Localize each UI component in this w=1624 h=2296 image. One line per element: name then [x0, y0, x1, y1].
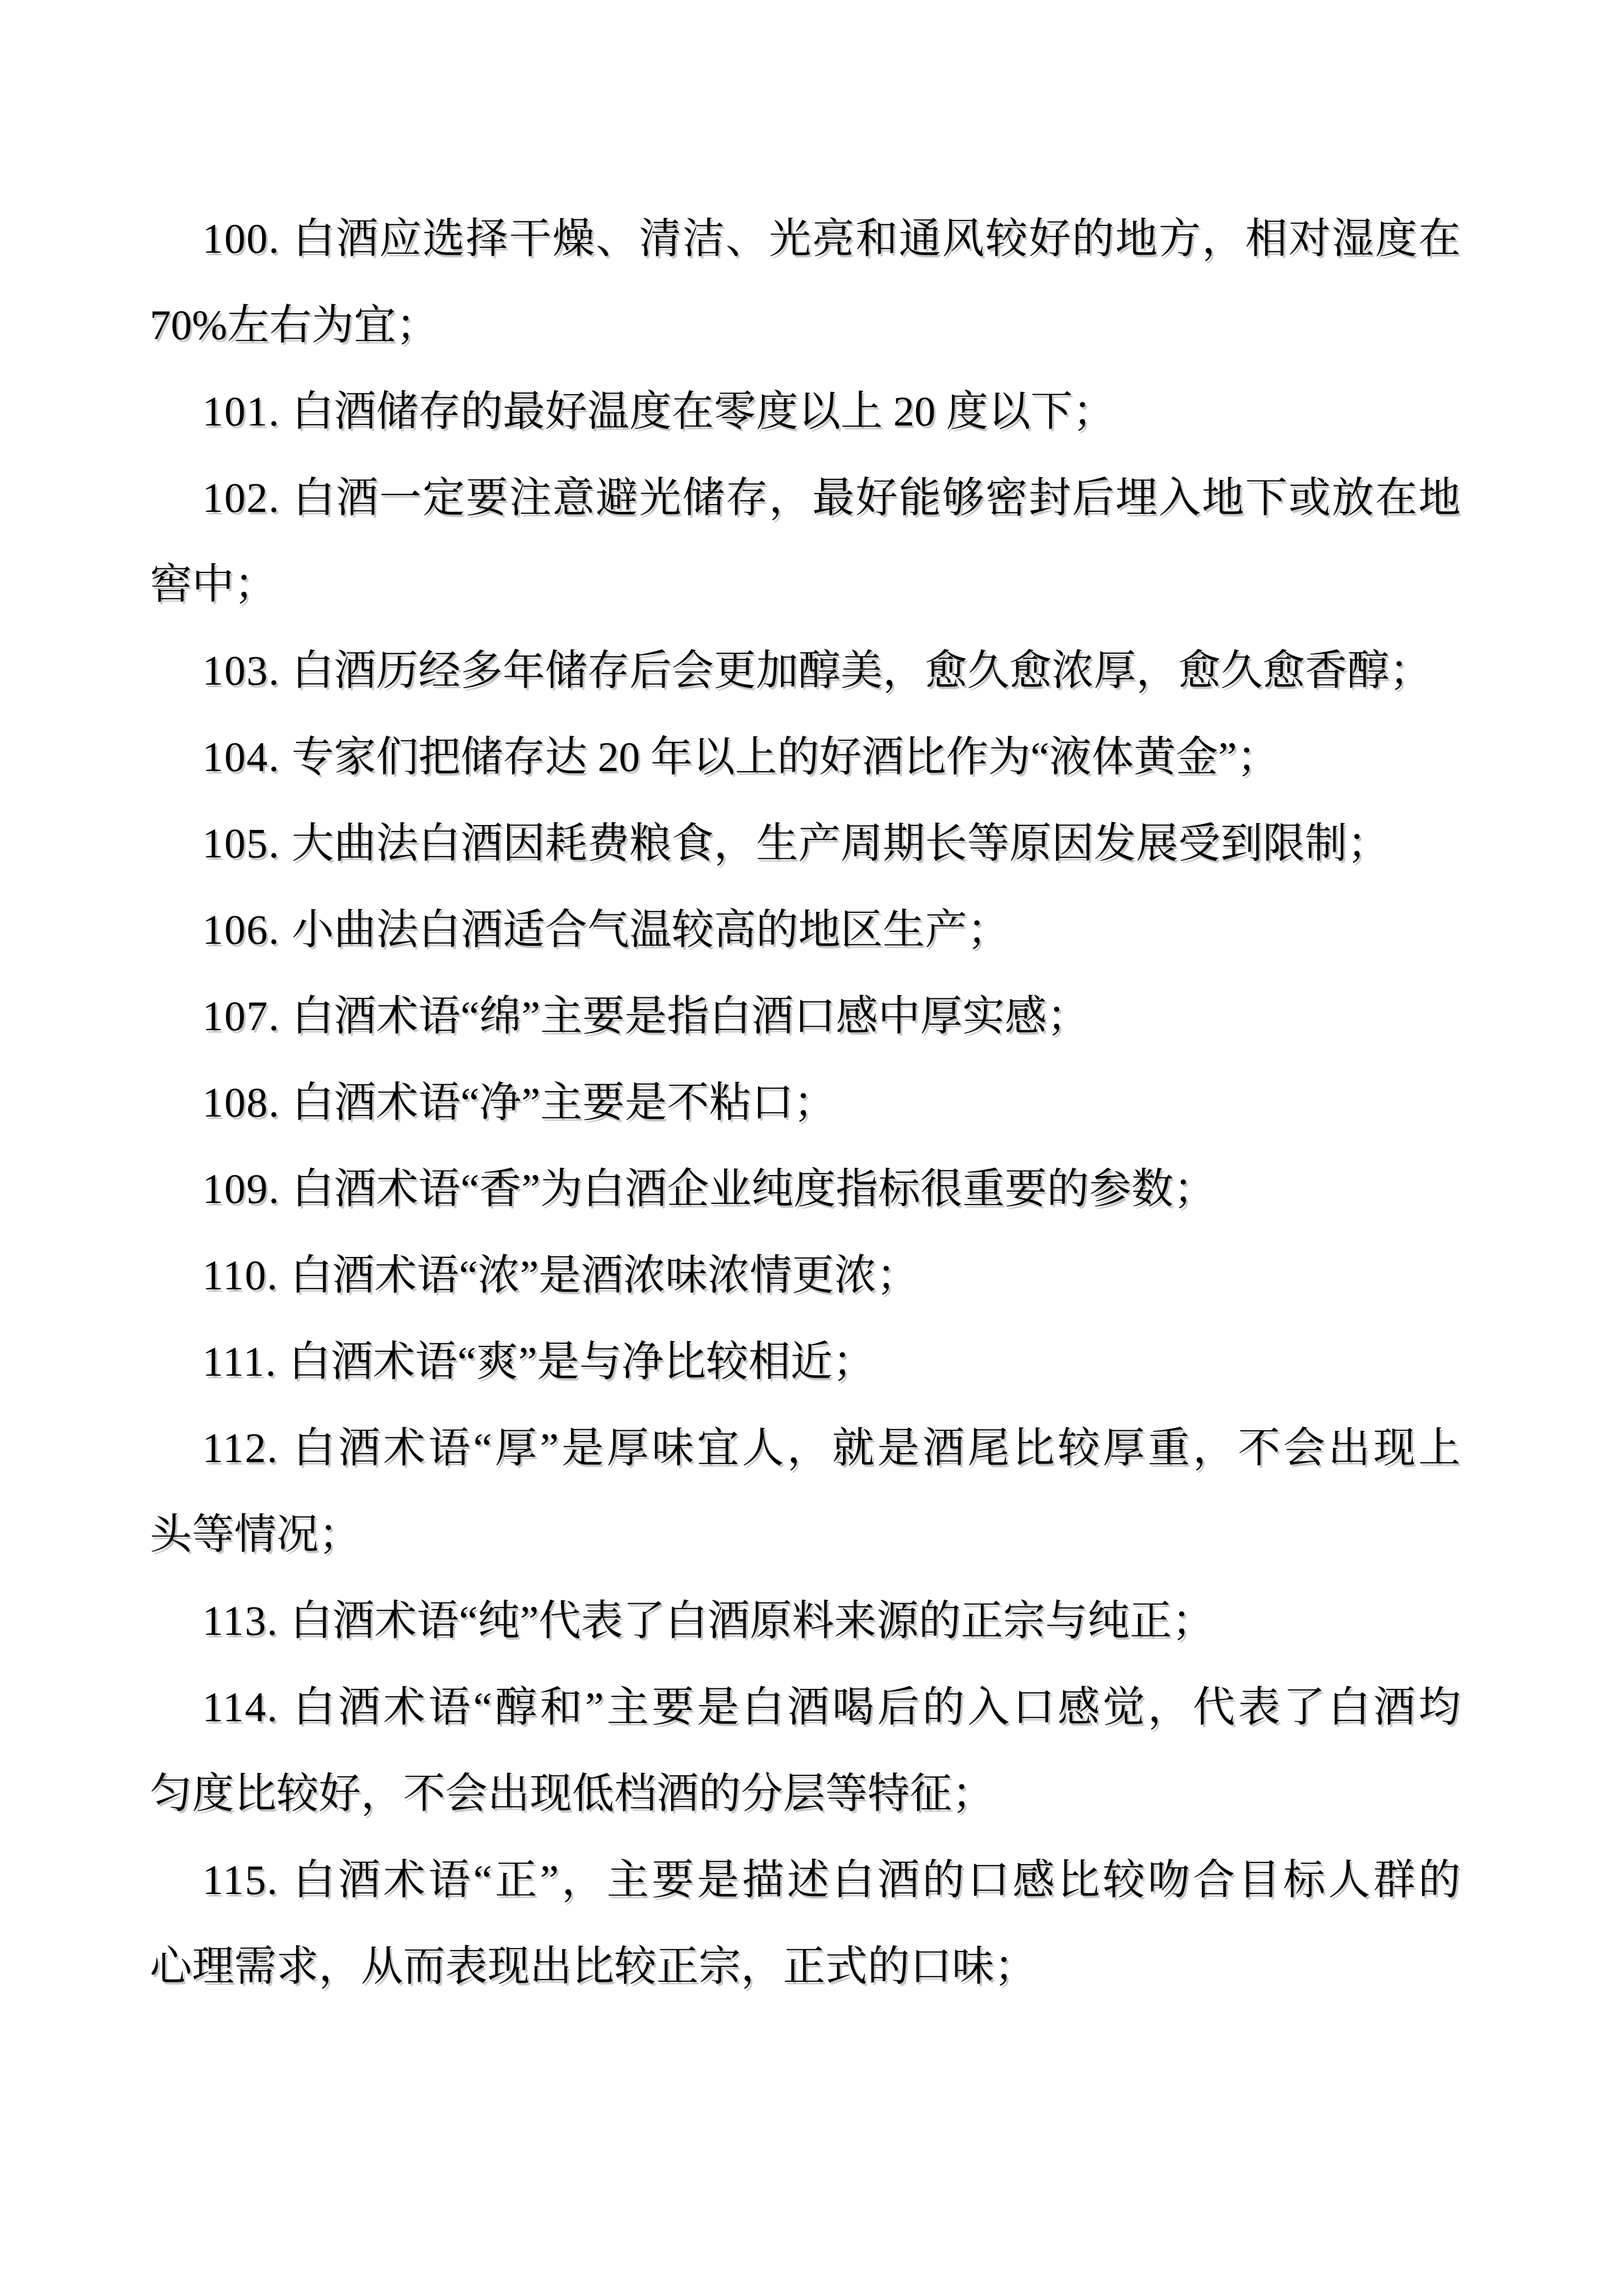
- paragraph-number: 111.: [202, 1338, 289, 1385]
- text-line: [150, 886, 1461, 973]
- paragraph-text: 白酒储存的最好温度在零度以上 20 度以下；: [292, 388, 1115, 435]
- text-line: [150, 1837, 1461, 1923]
- paragraph: [150, 1664, 1461, 1837]
- text-line: [150, 1923, 1461, 2009]
- paragraph-text: 白酒应选择干燥、清洁、光亮和通风较好的地方，相对湿度在: [293, 215, 1461, 262]
- paragraph-text: 心理需求，从而表现出比较正宗，正式的口味；: [150, 1943, 1036, 1990]
- paragraph-text: 匀度比较好，不会出现低档酒的分层等特征；: [150, 1770, 994, 1817]
- text-line: [150, 800, 1461, 886]
- paragraph: [150, 627, 1461, 714]
- text-line: [150, 454, 1461, 541]
- paragraph: [150, 800, 1461, 886]
- paragraph: [150, 1146, 1461, 1232]
- text-line: [150, 1318, 1461, 1405]
- paragraph: [150, 1059, 1461, 1146]
- paragraph-text: 白酒术语“爽”是与净比较相近；: [288, 1338, 875, 1385]
- text-line: [150, 1059, 1461, 1146]
- text-line: [150, 195, 1461, 282]
- document-body: [150, 195, 1461, 2009]
- paragraph-number: 104.: [202, 733, 292, 780]
- paragraph-number: 112.: [202, 1424, 293, 1471]
- paragraph: [150, 714, 1461, 800]
- paragraph-number: 107.: [202, 992, 292, 1040]
- paragraph-number: 114.: [202, 1683, 293, 1731]
- text-line: [150, 1664, 1461, 1750]
- text-line: [150, 368, 1461, 454]
- text-line: [150, 714, 1461, 800]
- paragraph-text: 头等情况；: [150, 1511, 361, 1558]
- paragraph: [150, 1837, 1461, 2009]
- paragraph-text: 白酒术语“香”为白酒企业纯度指标很重要的参数；: [292, 1165, 1216, 1212]
- paragraph: [150, 1318, 1461, 1405]
- paragraph-text: 窖中；: [150, 561, 276, 608]
- paragraph-text: 白酒术语“纯”代表了白酒原料来源的正宗与纯正；: [290, 1597, 1215, 1644]
- paragraph: [150, 195, 1461, 368]
- text-line: [150, 541, 1461, 627]
- paragraph-number: 103.: [202, 647, 292, 694]
- paragraph-number: 106.: [202, 906, 292, 953]
- paragraph-number: 100.: [202, 215, 293, 262]
- paragraph: [150, 886, 1461, 973]
- paragraph: [150, 973, 1461, 1059]
- paragraph: [150, 454, 1461, 627]
- paragraph: [150, 1405, 1461, 1577]
- text-line: [150, 973, 1461, 1059]
- text-line: [150, 1232, 1461, 1318]
- paragraph-number: 101.: [202, 388, 292, 435]
- paragraph: [150, 1577, 1461, 1664]
- paragraph-number: 115.: [202, 1856, 293, 1903]
- paragraph-number: 110.: [202, 1252, 290, 1299]
- paragraph-text: 白酒术语“厚”是厚味宜人，就是酒尾比较厚重，不会出现上: [293, 1424, 1461, 1471]
- paragraph-number: 102.: [202, 474, 293, 521]
- paragraph: [150, 368, 1461, 454]
- text-line: [150, 1146, 1461, 1232]
- paragraph-text: 白酒术语“正”，主要是描述白酒的口感比较吻合目标人群的: [293, 1856, 1461, 1903]
- paragraph-text: 白酒一定要注意避光储存，最好能够密封后埋入地下或放在地: [293, 474, 1461, 521]
- text-line: [150, 627, 1461, 714]
- paragraph-text: 小曲法白酒适合气温较高的地区生产；: [292, 906, 1009, 953]
- paragraph-text: 白酒术语“净”主要是不粘口；: [292, 1079, 836, 1126]
- paragraph-text: 70%左右为宜；: [150, 301, 438, 348]
- paragraph-text: 白酒术语“绵”主要是指白酒口感中厚实感；: [292, 992, 1089, 1040]
- paragraph-text: 白酒历经多年储存后会更加醇美，愈久愈浓厚，愈久愈香醇；: [292, 647, 1432, 694]
- paragraph-number: 109.: [202, 1165, 292, 1212]
- text-line: [150, 1577, 1461, 1664]
- text-line: [150, 1405, 1461, 1491]
- paragraph-number: 108.: [202, 1079, 292, 1126]
- paragraph-number: 113.: [202, 1597, 290, 1644]
- paragraph-text: 白酒术语“醇和”主要是白酒喝后的入口感觉，代表了白酒均: [293, 1683, 1461, 1731]
- text-line: [150, 282, 1461, 368]
- text-line: [150, 1750, 1461, 1837]
- paragraph: [150, 1232, 1461, 1318]
- text-line: [150, 1491, 1461, 1577]
- paragraph-text: 大曲法白酒因耗费粮食，生产周期长等原因发展受到限制；: [292, 820, 1389, 867]
- paragraph-text: 专家们把储存达 20 年以上的好酒比作为“液体黄金”；: [292, 733, 1279, 780]
- paragraph-text: 白酒术语“浓”是酒浓味浓情更浓；: [290, 1252, 919, 1299]
- paragraph-number: 105.: [202, 820, 292, 867]
